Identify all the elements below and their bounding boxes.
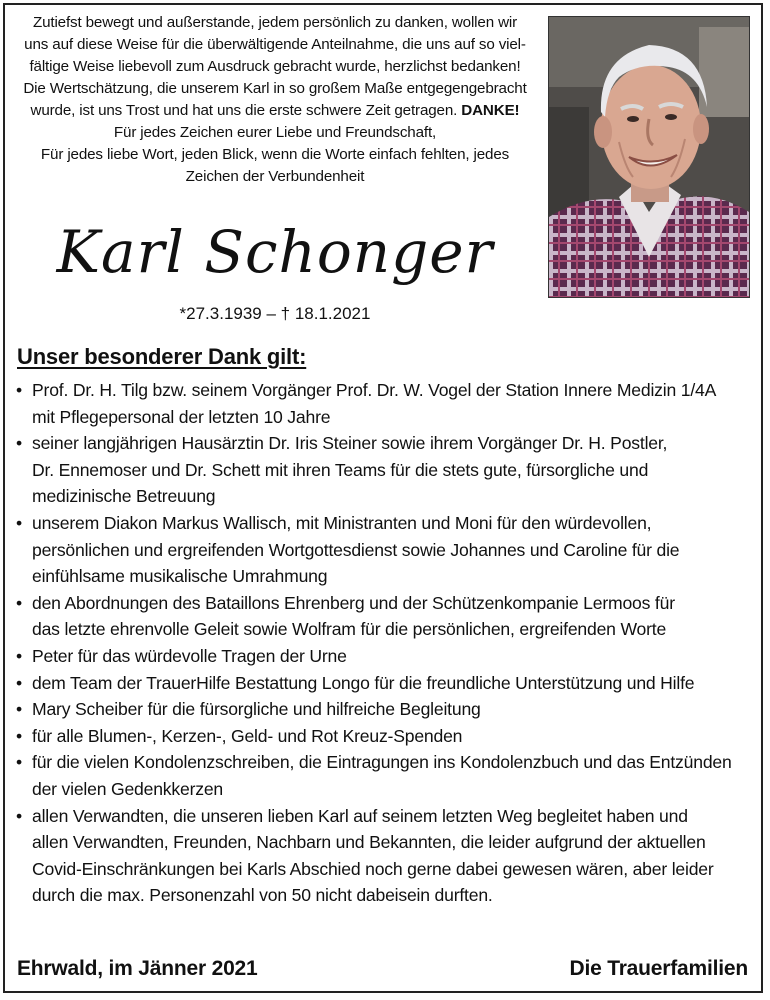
list-item: [14, 643, 749, 670]
list-item-line: • für alle Blumen-, Kerzen-, Geld- und Rot Kreuz-Spenden: [32, 725, 463, 746]
list-item: [14, 670, 749, 697]
intro-line: Zutiefst bewegt und außerstande, jedem persönlich zu danken, wollen wir: [32, 14, 518, 31]
list-item: [14, 696, 749, 723]
list-item-line: allen Verwandten, Freunden, Nachbarn und Bekannten, die leider aufgrund der aktuellen: [32, 832, 706, 853]
intro-line: wurde, ist uns Trost und hat uns die erste schwere Zeit getragen.: [30, 102, 458, 119]
thanks-list: [14, 377, 749, 909]
list-item-line: durch die max. Personenzahl von 50 nicht dabeisein durften.: [32, 885, 493, 906]
thanks-heading: Unser besonderer Dank gilt:: [17, 344, 307, 369]
portrait-photo-icon: [549, 17, 749, 297]
list-item-line: • dem Team der TrauerHilfe Bestattung Longo für die freundliche Unterstützung und Hilfe: [32, 672, 695, 693]
list-item: [14, 590, 749, 643]
list-item-line: das letzte ehrenvolle Geleit sowie Wolfram für die persönlichen, ergreifenden Worte: [32, 619, 667, 640]
list-item-line: • seiner langjährigen Hausärztin Dr. Iris Steiner sowie ihrem Vorgänger Dr. H. Postler,: [32, 433, 668, 454]
intro-text: [14, 12, 536, 188]
danke-emphasis: DANKE!: [461, 102, 520, 119]
list-item-line: der vielen Gedenkkerzen: [32, 778, 224, 799]
intro-line: uns auf diese Weise für die überwältigende Anteilnahme, die uns auf so viel-: [24, 36, 526, 53]
list-item: [14, 723, 749, 750]
intro-line-with-emphasis: [14, 100, 536, 122]
list-item-line: • Peter für das würdevolle Tragen der Urne: [32, 645, 347, 666]
list-item-line: medizinische Betreuung: [32, 486, 216, 507]
list-item: [14, 749, 749, 802]
list-item: [14, 377, 749, 430]
deceased-name: Karl Schonger: [56, 218, 494, 286]
list-item: [14, 510, 749, 590]
life-dates: *27.3.1939 – † 18.1.2021: [179, 304, 371, 323]
list-item-line: persönlichen und ergreifenden Wortgottesdienst sowie Johannes und Caroline für die: [32, 539, 680, 560]
list-item-line: mit Pflegepersonal der letzten 10 Jahre: [32, 406, 331, 427]
list-item-line: • allen Verwandten, die unseren lieben Karl auf seinem letzten Weg begleitet haben und: [32, 805, 688, 826]
intro-line: Für jedes liebe Wort, jeden Blick, wenn die Worte einfach fehlten, jedes: [40, 146, 510, 163]
list-item-line: • unserem Diakon Markus Wallisch, mit Ministranten und Moni für den würdevollen,: [32, 512, 652, 533]
list-item-line: • den Abordnungen des Bataillons Ehrenberg und der Schützenkompanie Lermoos für: [32, 592, 675, 613]
list-item-line: • Mary Scheiber für die fürsorgliche und hilfreiche Begleitung: [32, 699, 481, 720]
list-item-line: • Prof. Dr. H. Tilg bzw. seinem Vorgänger Prof. Dr. W. Vogel der Station Innere Medizin 1/4A: [32, 380, 717, 400]
intro-line: Für jedes Zeichen eurer Liebe und Freundschaft,: [113, 124, 437, 141]
intro-line: Zeichen der Verbundenheit: [185, 168, 365, 185]
signature: Die Trauerfamilien: [569, 957, 748, 980]
list-item-line: Dr. Ennemoser und Dr. Schett mit ihren Teams für die stets gute, fürsorgliche und: [32, 459, 649, 480]
intro-line: Die Wertschätzung, die unserem Karl in so großem Maße entgegengebracht: [23, 80, 527, 97]
list-item: [14, 430, 749, 510]
intro-line: fältige Weise liebevoll zum Ausdruck gebracht wurde, herzlichst bedanken!: [29, 58, 521, 75]
place-date: Ehrwald, im Jänner 2021: [17, 957, 258, 980]
list-item-line: • für die vielen Kondolenzschreiben, die Eintragungen ins Kondolenzbuch und das Entzünden: [32, 752, 732, 773]
list-item: [14, 803, 749, 909]
list-item-line: Covid-Einschränkungen bei Karls Abschied noch gerne dabei gewesen wären, aber leider: [32, 858, 714, 879]
portrait-photo: [548, 16, 750, 298]
list-item-line: einfühlsame musikalische Umrahmung: [32, 566, 328, 587]
